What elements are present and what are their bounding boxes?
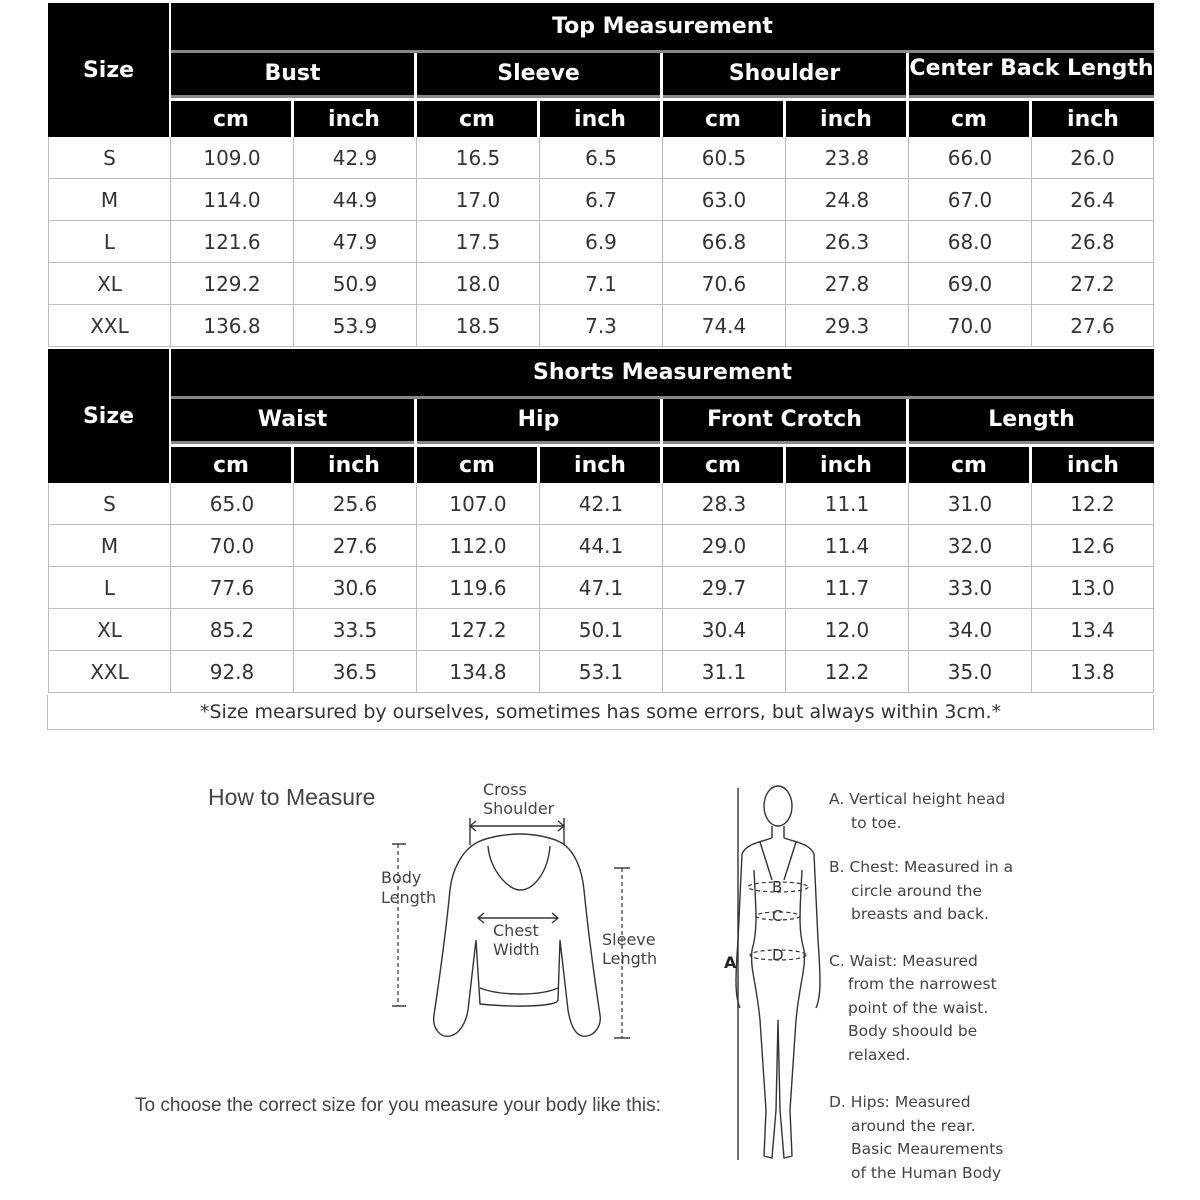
top-value-cell: 66.8 — [663, 221, 786, 263]
top-unit-header: cm — [909, 101, 1029, 137]
shorts-size-cell: XXL — [48, 651, 171, 693]
shorts-value-cell: 12.2 — [786, 651, 909, 693]
top-size-cell: XXL — [48, 305, 171, 347]
shorts-value-cell: 29.7 — [663, 567, 786, 609]
shorts-group-header: Front Crotch — [663, 399, 906, 444]
shorts-value-cell: 65.0 — [171, 483, 294, 525]
top-value-cell: 29.3 — [786, 305, 909, 347]
top-unit-header: cm — [417, 101, 537, 137]
shorts-size-cell: L — [48, 567, 171, 609]
shorts-value-cell: 13.8 — [1032, 651, 1154, 693]
shorts-size-cell: XL — [48, 609, 171, 651]
top-value-cell: 18.0 — [417, 263, 540, 305]
top-group-header: Sleeve — [417, 53, 660, 98]
top-size-cell: XL — [48, 263, 171, 305]
shorts-value-cell: 107.0 — [417, 483, 540, 525]
shorts-value-cell: 119.6 — [417, 567, 540, 609]
shorts-value-cell: 35.0 — [909, 651, 1032, 693]
top-value-cell: 17.5 — [417, 221, 540, 263]
figure-letter-b: B — [772, 878, 783, 896]
top-value-cell: 136.8 — [171, 305, 294, 347]
shorts-group-header: Length — [909, 399, 1154, 444]
shorts-value-cell: 34.0 — [909, 609, 1032, 651]
top-value-cell: 63.0 — [663, 179, 786, 221]
top-value-cell: 74.4 — [663, 305, 786, 347]
shorts-value-cell: 30.6 — [294, 567, 417, 609]
top-value-cell: 7.1 — [540, 263, 663, 305]
cross-shoulder-label: Cross Shoulder — [483, 780, 555, 818]
top-value-cell: 53.9 — [294, 305, 417, 347]
shorts-value-cell: 92.8 — [171, 651, 294, 693]
shorts-unit-header: cm — [663, 447, 783, 483]
shorts-value-cell: 33.5 — [294, 609, 417, 651]
shorts-value-cell: 12.6 — [1032, 525, 1154, 567]
note-a: A. Vertical height head to toe. — [829, 790, 1006, 832]
top-unit-header: inch — [786, 101, 906, 137]
shorts-size-header: Size — [48, 349, 169, 483]
top-value-cell: 6.7 — [540, 179, 663, 221]
shorts-value-cell: 13.0 — [1032, 567, 1154, 609]
shorts-size-cell: S — [48, 483, 171, 525]
shorts-value-cell: 77.6 — [171, 567, 294, 609]
top-value-cell: 7.3 — [540, 305, 663, 347]
shorts-group-header: Waist — [171, 399, 414, 444]
shorts-unit-header: inch — [540, 447, 660, 483]
shorts-value-cell: 70.0 — [171, 525, 294, 567]
shorts-value-cell: 85.2 — [171, 609, 294, 651]
top-unit-header: inch — [294, 101, 414, 137]
top-size-cell: L — [48, 221, 171, 263]
top-value-cell: 67.0 — [909, 179, 1032, 221]
top-value-cell: 24.8 — [786, 179, 909, 221]
shorts-unit-header: inch — [1032, 447, 1154, 483]
top-value-cell: 42.9 — [294, 137, 417, 179]
shorts-value-cell: 33.0 — [909, 567, 1032, 609]
shorts-value-cell: 12.2 — [1032, 483, 1154, 525]
shorts-value-cell: 50.1 — [540, 609, 663, 651]
shorts-size-cell: M — [48, 525, 171, 567]
top-group-header: Shoulder — [663, 53, 906, 98]
shorts-value-cell: 53.1 — [540, 651, 663, 693]
top-group-header: Bust — [171, 53, 414, 98]
shorts-unit-header: inch — [786, 447, 906, 483]
top-value-cell: 27.6 — [1032, 305, 1154, 347]
top-unit-header: inch — [1032, 101, 1154, 137]
shorts-value-cell: 12.0 — [786, 609, 909, 651]
shorts-value-cell: 47.1 — [540, 567, 663, 609]
top-value-cell: 6.9 — [540, 221, 663, 263]
top-value-cell: 114.0 — [171, 179, 294, 221]
note-c: C. Waist: Measured from the narrowest point of the waist. Body shoould be relaxed. — [829, 951, 997, 1064]
shorts-value-cell: 32.0 — [909, 525, 1032, 567]
body-figure-diagram — [720, 780, 830, 1170]
shorts-unit-header: inch — [294, 447, 414, 483]
top-size-cell: S — [48, 137, 171, 179]
how-to-measure-title: How to Measure — [208, 784, 376, 810]
figure-letter-a: A — [724, 953, 737, 972]
shorts-unit-header: cm — [909, 447, 1029, 483]
chest-width-label: Chest Width — [493, 921, 540, 959]
shorts-value-cell: 11.4 — [786, 525, 909, 567]
shorts-value-cell: 134.8 — [417, 651, 540, 693]
top-value-cell: 26.4 — [1032, 179, 1154, 221]
top-value-cell: 44.9 — [294, 179, 417, 221]
choose-size-text: To choose the correct size for you measure your body like this: — [135, 1095, 661, 1116]
figure-letter-c: C — [772, 907, 783, 925]
shorts-value-cell: 25.6 — [294, 483, 417, 525]
shorts-group-header: Hip — [417, 399, 660, 444]
top-value-cell: 16.5 — [417, 137, 540, 179]
top-table-title: Top Measurement — [171, 3, 1154, 53]
shorts-value-cell: 31.1 — [663, 651, 786, 693]
top-value-cell: 68.0 — [909, 221, 1032, 263]
top-unit-header: cm — [171, 101, 291, 137]
top-size-cell: M — [48, 179, 171, 221]
top-value-cell: 27.2 — [1032, 263, 1154, 305]
shorts-value-cell: 31.0 — [909, 483, 1032, 525]
body-length-label: Body Length — [381, 868, 437, 907]
shorts-value-cell: 127.2 — [417, 609, 540, 651]
note-d: D. Hips: Measured around the rear. Basic Meaurements of the Human Body — [829, 1093, 1004, 1182]
shorts-value-cell: 42.1 — [540, 483, 663, 525]
top-value-cell: 70.0 — [909, 305, 1032, 347]
figure-letter-d: D — [772, 946, 784, 964]
top-value-cell: 70.6 — [663, 263, 786, 305]
shorts-value-cell: 44.1 — [540, 525, 663, 567]
top-value-cell: 60.5 — [663, 137, 786, 179]
top-value-cell: 121.6 — [171, 221, 294, 263]
shorts-unit-header: cm — [417, 447, 537, 483]
shorts-value-cell: 11.7 — [786, 567, 909, 609]
shorts-value-cell: 30.4 — [663, 609, 786, 651]
top-value-cell: 6.5 — [540, 137, 663, 179]
sleeve-length-label: Sleeve Length — [602, 930, 658, 968]
top-value-cell: 109.0 — [171, 137, 294, 179]
note-b: B. Chest: Measured in a circle around the breasts and back. — [829, 858, 1014, 923]
shorts-value-cell: 28.3 — [663, 483, 786, 525]
body-notes — [829, 788, 1029, 1185]
top-unit-header: inch — [540, 101, 660, 137]
top-value-cell: 27.8 — [786, 263, 909, 305]
top-value-cell: 69.0 — [909, 263, 1032, 305]
top-value-cell: 47.9 — [294, 221, 417, 263]
top-unit-header: cm — [663, 101, 783, 137]
sweater-diagram — [370, 810, 670, 1050]
top-value-cell: 129.2 — [171, 263, 294, 305]
top-size-header: Size — [48, 3, 169, 137]
shorts-value-cell: 13.4 — [1032, 609, 1154, 651]
top-value-cell: 23.8 — [786, 137, 909, 179]
top-value-cell: 26.3 — [786, 221, 909, 263]
top-group-header: Center Back Length — [909, 53, 1154, 98]
shorts-value-cell: 29.0 — [663, 525, 786, 567]
top-value-cell: 66.0 — [909, 137, 1032, 179]
shorts-unit-header: cm — [171, 447, 291, 483]
shorts-value-cell: 36.5 — [294, 651, 417, 693]
top-value-cell: 50.9 — [294, 263, 417, 305]
measurement-note: *Size mearsured by ourselves, sometimes has some errors, but always within 3cm.* — [47, 695, 1154, 730]
top-value-cell: 26.0 — [1032, 137, 1154, 179]
shorts-value-cell: 112.0 — [417, 525, 540, 567]
top-value-cell: 18.5 — [417, 305, 540, 347]
top-value-cell: 17.0 — [417, 179, 540, 221]
shorts-value-cell: 27.6 — [294, 525, 417, 567]
top-value-cell: 26.8 — [1032, 221, 1154, 263]
shorts-table-title: Shorts Measurement — [171, 349, 1154, 399]
shorts-value-cell: 11.1 — [786, 483, 909, 525]
